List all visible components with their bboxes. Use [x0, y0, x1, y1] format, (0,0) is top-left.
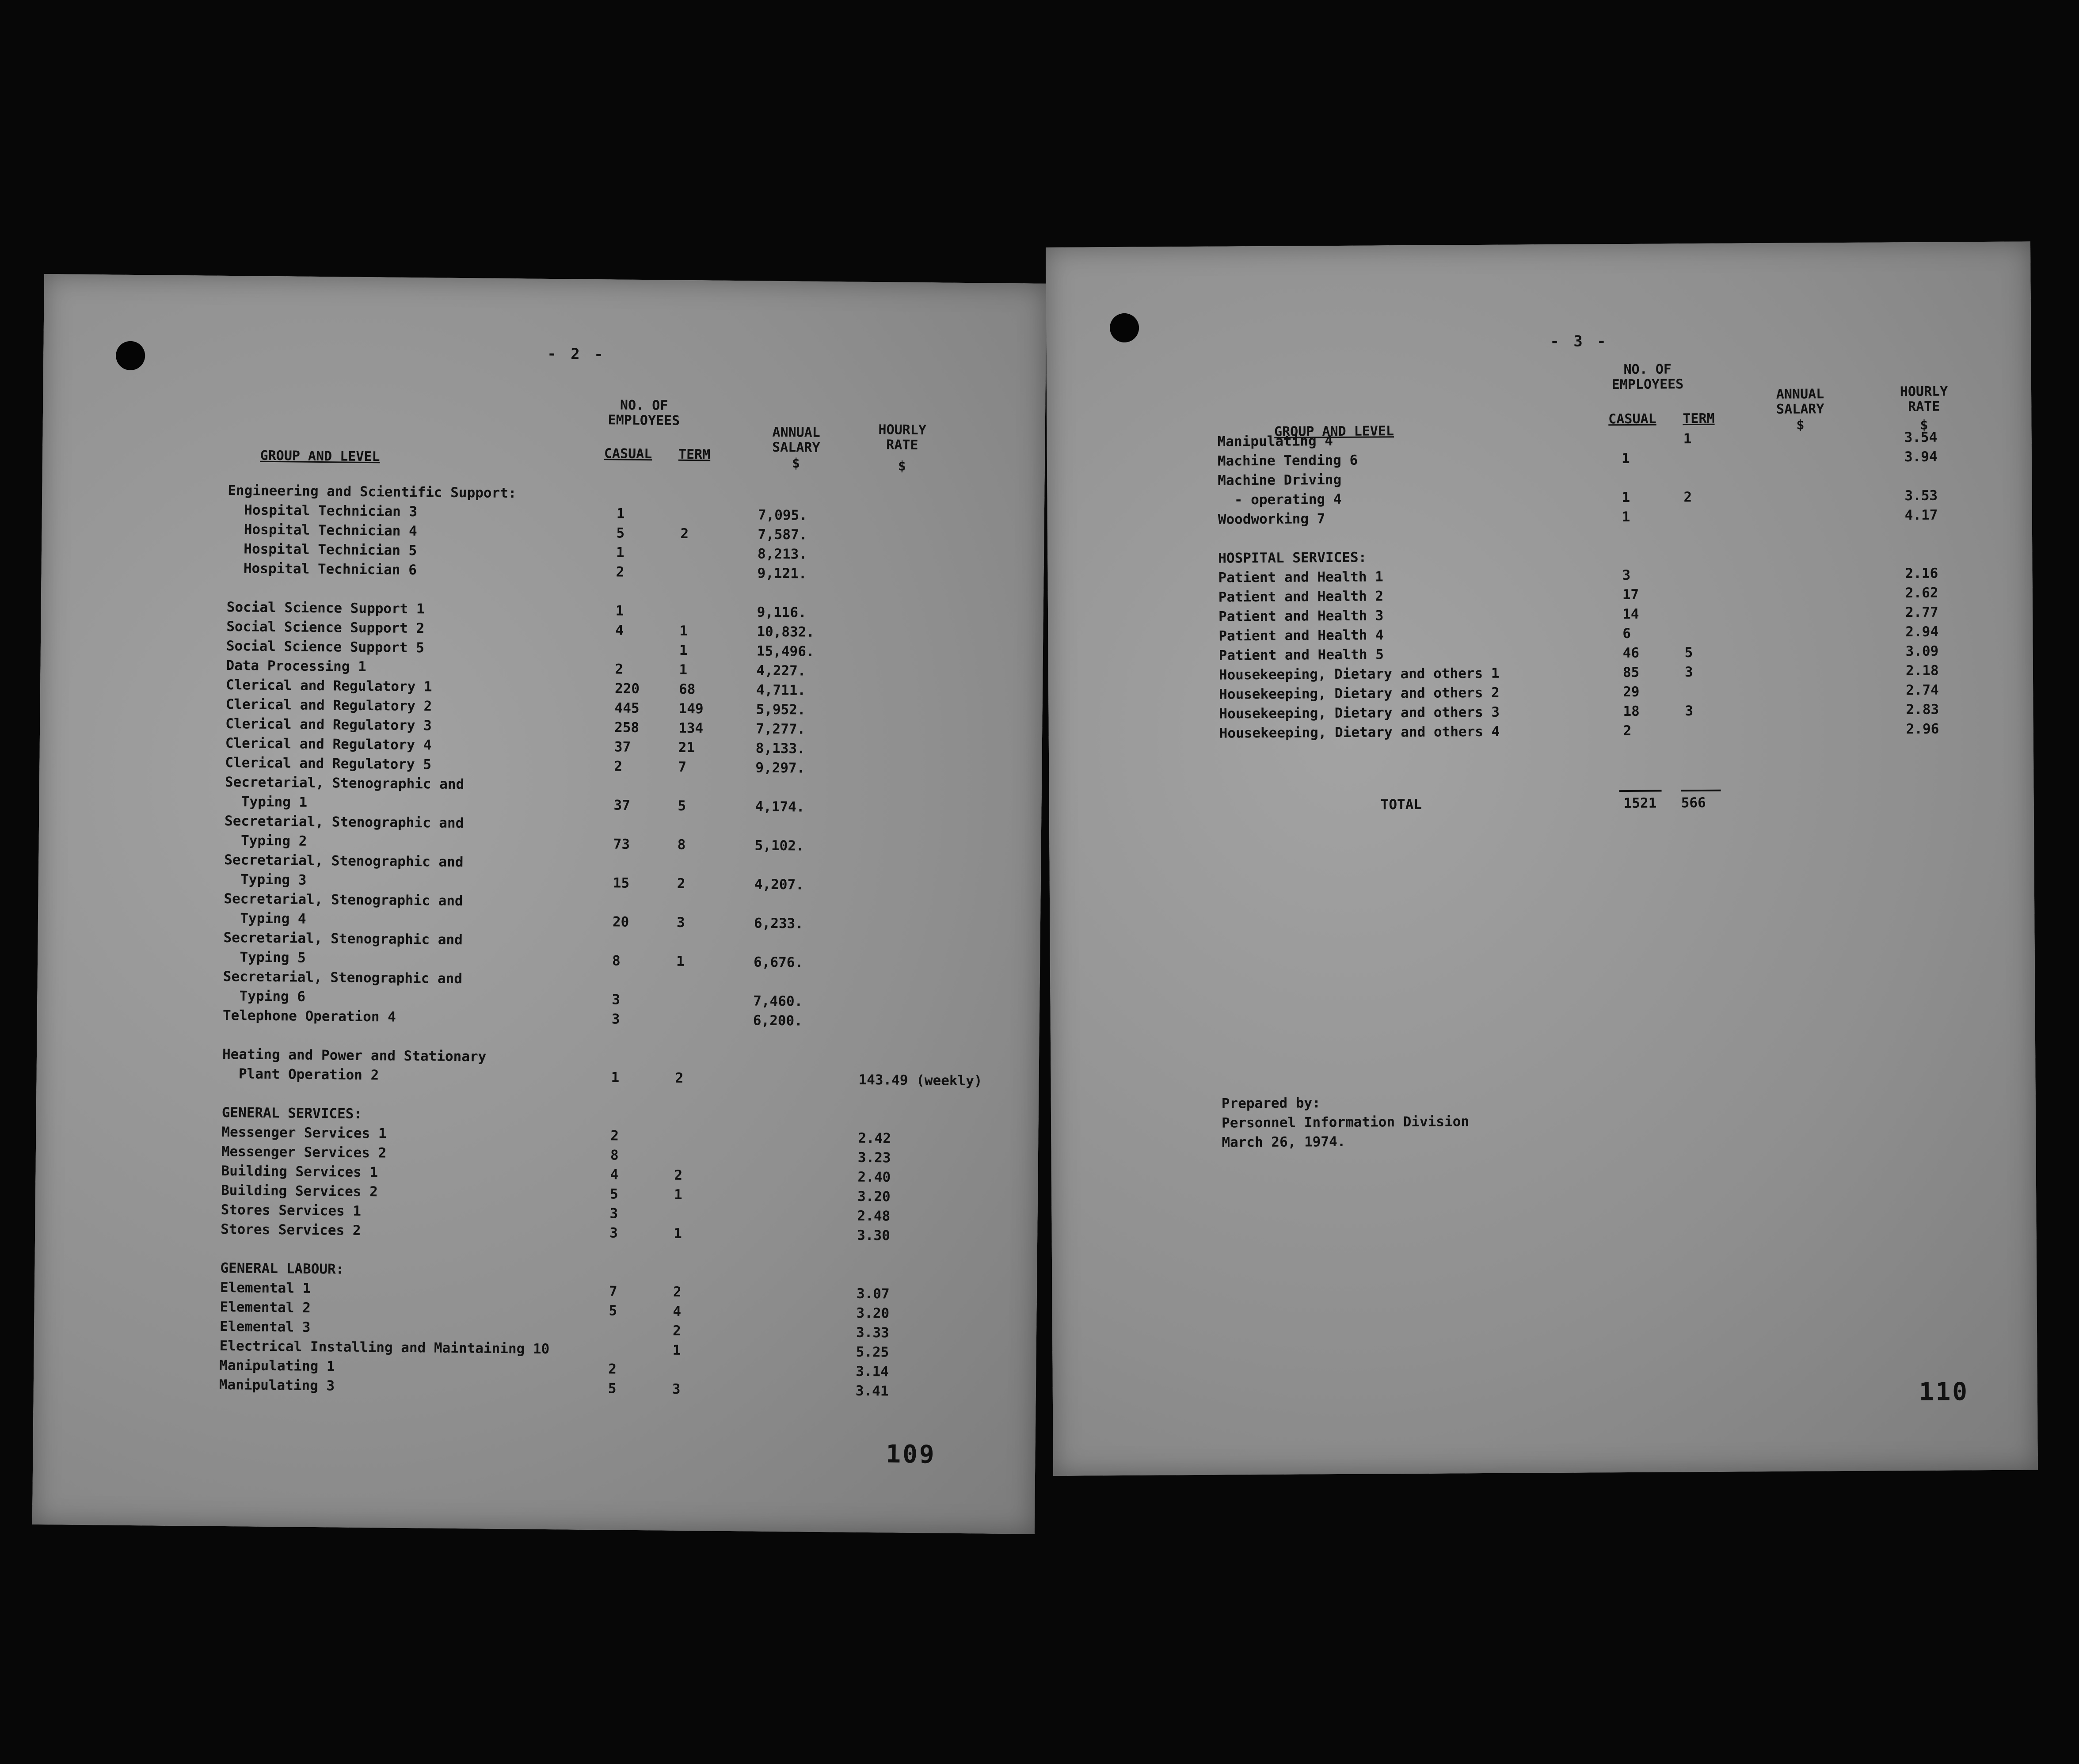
row-group-level: Hospital Technician 5 [227, 541, 417, 559]
row-annual-salary: 6,200. [753, 1012, 803, 1029]
header-term: TERM [678, 446, 711, 463]
row-casual-count: 2 [610, 1128, 619, 1144]
row-term-count: 2 [675, 1070, 684, 1086]
row-group-level: GENERAL LABOUR: [220, 1260, 344, 1277]
row-hourly-rate: 2.94 [1905, 623, 1939, 640]
row-term-count: 21 [678, 739, 695, 756]
row-casual-count: 3 [612, 992, 621, 1008]
prepared-by-division: Personnel Information Division [1222, 1114, 1470, 1131]
header-rate-unit: $ [1920, 417, 1928, 433]
row-hourly-rate: 3.33 [856, 1324, 889, 1341]
row-term-count: 2 [673, 1284, 682, 1300]
row-term-count: 1 [679, 642, 688, 659]
row-casual-count: 20 [612, 914, 629, 930]
row-group-level: Clerical and Regulatory 4 [225, 735, 432, 753]
row-annual-salary: 6,676. [753, 954, 803, 971]
row-term-count: 2 [1683, 489, 1692, 506]
row-hourly-rate: 143.49 (weekly) [858, 1072, 982, 1089]
row-casual-count: 5 [609, 1186, 618, 1202]
row-hourly-rate: 5.25 [856, 1344, 889, 1361]
row-group-level: Manipulating 1 [219, 1357, 335, 1375]
row-group-level: Clerical and Regulatory 5 [225, 754, 432, 773]
row-term-count: 1 [1683, 431, 1692, 447]
row-group-level: Social Science Support 1 [226, 599, 425, 617]
row-annual-salary: 7,460. [753, 993, 803, 1010]
row-hourly-rate: 2.40 [857, 1169, 891, 1186]
row-group-level: Typing 6 [223, 988, 306, 1005]
row-hourly-rate: 3.14 [856, 1363, 889, 1380]
row-group-level: Messenger Services 2 [221, 1143, 387, 1161]
row-annual-salary: 4,174. [755, 798, 805, 815]
row-group-level: Building Services 2 [221, 1182, 378, 1200]
row-casual-count: 4 [615, 622, 624, 639]
row-group-level: Typing 3 [224, 871, 307, 888]
row-annual-salary: 9,121. [757, 565, 807, 582]
row-term-count: 68 [678, 681, 696, 698]
total-row [1049, 791, 2034, 817]
row-casual-count: 5 [608, 1380, 617, 1397]
total-label: TOTAL [1380, 796, 1422, 813]
row-casual-count: 258 [614, 719, 640, 736]
row-hourly-rate: 3.54 [1904, 429, 1938, 446]
row-group-level: Hospital Technician 3 [227, 502, 418, 520]
row-group-level: Patient and Health 3 [1218, 608, 1384, 625]
row-casual-count: 29 [1623, 684, 1640, 700]
row-hourly-rate: 3.07 [856, 1285, 890, 1302]
row-hourly-rate: 2.16 [1905, 565, 1938, 582]
header-casual: CASUAL [604, 446, 652, 462]
row-group-level: Social Science Support 5 [226, 638, 425, 656]
row-casual-count: 14 [1622, 606, 1639, 623]
total-rule-casual [1619, 790, 1662, 792]
row-term-count: 3 [1685, 703, 1694, 719]
row-group-level: Clerical and Regulatory 2 [225, 696, 432, 715]
prepared-by-label: Prepared by: [1221, 1095, 1321, 1112]
row-casual-count: 7 [609, 1283, 617, 1300]
row-term-count: 149 [678, 700, 704, 717]
row-casual-count: 2 [608, 1361, 617, 1377]
folio-number: 109 [886, 1440, 936, 1469]
row-annual-salary: 7,277. [756, 721, 806, 738]
header-annual-salary: ANNUAL SALARY [772, 424, 820, 456]
header-casual: CASUAL [1608, 411, 1656, 427]
row-group-level: Manipulating 3 [219, 1376, 335, 1394]
row-hourly-rate: 3.53 [1904, 487, 1938, 504]
row-casual-count: 2 [1623, 722, 1632, 739]
row-group-level: Secretarial, Stenographic and [225, 774, 465, 793]
row-term-count: 134 [678, 720, 704, 737]
total-term: 566 [1681, 795, 1706, 811]
row-term-count: 2 [674, 1167, 683, 1183]
row-group-level: Typing 2 [224, 832, 307, 849]
row-term-count: 1 [674, 1225, 682, 1242]
row-group-level: Machine Driving [1218, 471, 1342, 489]
row-group-level: Patient and Health 4 [1218, 627, 1384, 644]
row-casual-count: 1 [611, 1069, 620, 1086]
row-hourly-rate: 3.20 [856, 1305, 890, 1322]
row-group-level: Secretarial, Stenographic and [223, 929, 463, 948]
row-casual-count: 37 [614, 739, 631, 755]
header-group-and-level: GROUP AND LEVEL [260, 448, 380, 465]
row-casual-count: 6 [1622, 625, 1631, 642]
row-group-level: Secretarial, Stenographic and [223, 968, 463, 987]
row-group-level: Heating and Power and Stationary [222, 1046, 487, 1065]
row-casual-count: 220 [614, 681, 640, 697]
row-annual-salary: 4,227. [756, 662, 806, 679]
row-term-count: 1 [674, 1186, 682, 1203]
header-salary-unit: $ [1796, 417, 1805, 433]
header-term: TERM [1683, 411, 1715, 427]
row-term-count: 1 [676, 953, 685, 969]
header-group-and-level: GROUP AND LEVEL [1274, 423, 1394, 440]
row-hourly-rate: 3.20 [857, 1188, 891, 1205]
row-hourly-rate: 4.17 [1904, 507, 1938, 524]
row-group-level: Engineering and Scientific Support: [228, 483, 517, 502]
total-rule-term [1681, 790, 1721, 792]
total-casual: 1521 [1623, 795, 1657, 812]
row-group-level: Stores Services 1 [221, 1201, 362, 1219]
row-group-level: Typing 1 [225, 793, 308, 810]
row-group-level: Elemental 3 [219, 1318, 311, 1335]
header-no-of-employees: NO. OF EMPLOYEES [608, 397, 680, 429]
row-group-level: Typing 5 [223, 949, 306, 966]
row-casual-count: 3 [1622, 567, 1631, 584]
row-group-level: Secretarial, Stenographic and [224, 813, 464, 832]
row-group-level: Patient and Health 1 [1218, 569, 1383, 586]
row-group-level: Building Services 1 [221, 1163, 378, 1181]
row-casual-count: 3 [609, 1205, 618, 1222]
row-annual-salary: 5,952. [756, 701, 806, 718]
row-annual-salary: 8,213. [757, 546, 807, 563]
row-casual-count: 3 [611, 1011, 620, 1027]
header-salary-unit: $ [792, 456, 800, 471]
row-term-count: 2 [672, 1323, 681, 1339]
row-group-level: Telephone Operation 4 [222, 1007, 396, 1025]
row-casual-count: 73 [613, 836, 630, 852]
row-annual-salary: 10,832. [757, 623, 815, 640]
row-casual-count: 37 [613, 797, 631, 814]
row-group-level: Stores Services 2 [221, 1221, 361, 1239]
row-casual-count: 18 [1623, 703, 1640, 720]
row-group-level: Electrical Installing and Maintaining 10 [219, 1338, 550, 1357]
row-term-count: 1 [679, 662, 688, 678]
row-term-count: 5 [1684, 645, 1693, 661]
row-term-count: 3 [672, 1381, 681, 1397]
row-group-level: Secretarial, Stenographic and [224, 890, 463, 909]
row-casual-count: 2 [616, 564, 624, 580]
row-group-level: Typing 4 [223, 910, 306, 927]
row-term-count: 3 [1684, 664, 1693, 681]
row-group-level: Clerical and Regulatory 3 [225, 715, 432, 734]
row-hourly-rate: 2.74 [1906, 682, 1939, 699]
row-annual-salary: 15,496. [756, 643, 815, 660]
row-group-level: HOSPITAL SERVICES: [1218, 549, 1367, 566]
row-group-level: GENERAL SERVICES: [221, 1104, 362, 1122]
row-annual-salary: 6,233. [754, 915, 804, 932]
row-group-level: Housekeeping, Dietary and others 3 [1219, 704, 1500, 722]
row-annual-salary: 4,711. [756, 682, 806, 699]
punch-hole [1110, 313, 1139, 342]
row-hourly-rate: 3.94 [1904, 449, 1938, 465]
row-annual-salary: 4,207. [754, 876, 804, 893]
header-hourly-rate: HOURLY RATE [878, 422, 927, 453]
row-hourly-rate: 3.23 [857, 1149, 891, 1166]
row-term-count: 7 [678, 759, 687, 775]
document-page-3 [1046, 241, 2038, 1476]
row-term-count: 1 [679, 623, 688, 639]
row-group-level: Clerical and Regulatory 1 [225, 677, 432, 695]
row-term-count: 3 [676, 914, 685, 931]
row-group-level: Patient and Health 2 [1218, 588, 1384, 605]
row-hourly-rate: 2.77 [1905, 604, 1938, 621]
row-hourly-rate: 2.48 [857, 1208, 891, 1224]
row-group-level: Manipulating 4 [1217, 433, 1333, 450]
document-page-2 [32, 274, 1047, 1534]
row-annual-salary: 7,095. [758, 507, 807, 524]
row-hourly-rate: 2.18 [1905, 662, 1939, 679]
row-term-count: 5 [678, 798, 686, 814]
folio-number: 110 [1919, 1377, 1969, 1407]
row-annual-salary: 5,102. [754, 837, 804, 854]
page-marker: - 3 - [1550, 332, 1609, 351]
row-group-level: Secretarial, Stenographic and [224, 852, 464, 871]
row-hourly-rate: 3.09 [1905, 643, 1939, 660]
row-group-level: Hospital Technician 4 [227, 521, 417, 540]
row-casual-count: 15 [613, 875, 630, 891]
row-casual-count: 1 [616, 506, 625, 522]
row-casual-count: 4 [610, 1167, 619, 1183]
row-group-level: Housekeeping, Dietary and others 4 [1219, 723, 1500, 741]
row-casual-count: 8 [610, 1147, 619, 1163]
row-hourly-rate: 2.83 [1906, 701, 1939, 718]
row-casual-count: 46 [1622, 645, 1640, 662]
row-group-level: Social Science Support 2 [226, 618, 425, 637]
row-annual-salary: 7,587. [758, 526, 807, 543]
row-group-level: Elemental 1 [220, 1279, 311, 1296]
row-annual-salary: 9,116. [757, 604, 807, 621]
row-group-level: Woodworking 7 [1218, 511, 1325, 528]
row-casual-count: 1 [1621, 450, 1630, 467]
row-annual-salary: 9,297. [755, 760, 805, 776]
header-annual-salary: ANNUAL SALARY [1776, 386, 1824, 417]
row-casual-count: 445 [614, 700, 640, 716]
row-casual-count: 17 [1622, 586, 1639, 603]
row-term-count: 2 [677, 875, 685, 892]
row-hourly-rate: 2.42 [858, 1130, 891, 1147]
header-no-of-employees: NO. OF EMPLOYEES [1611, 361, 1684, 393]
row-group-level: Machine Tending 6 [1217, 452, 1358, 469]
row-group-level: Plant Operation 2 [222, 1065, 379, 1083]
row-casual-count: 1 [616, 544, 624, 561]
row-group-level: - operating 4 [1218, 491, 1342, 508]
row-term-count: 1 [672, 1342, 681, 1358]
header-rate-unit: $ [898, 458, 906, 474]
row-group-level: Housekeeping, Dietary and others 2 [1219, 684, 1500, 703]
row-casual-count: 1 [615, 603, 624, 619]
row-annual-salary: 8,133. [755, 740, 805, 757]
row-hourly-rate: 2.62 [1905, 585, 1938, 601]
row-hourly-rate: 2.96 [1906, 721, 1939, 738]
row-casual-count: 5 [609, 1303, 617, 1319]
row-term-count: 2 [680, 525, 689, 542]
row-group-level: Housekeeping, Dietary and others 1 [1218, 665, 1500, 683]
row-casual-count: 5 [616, 525, 625, 541]
row-casual-count: 1 [1622, 509, 1630, 525]
row-casual-count: 8 [612, 953, 621, 969]
punch-hole [116, 341, 145, 371]
row-casual-count: 2 [615, 661, 624, 677]
header-hourly-rate: HOURLY RATE [1900, 384, 1948, 415]
row-hourly-rate: 3.41 [855, 1383, 889, 1399]
row-term-count: 8 [677, 836, 686, 853]
row-casual-count: 3 [609, 1225, 618, 1241]
row-hourly-rate: 3.30 [857, 1227, 891, 1244]
row-group-level: Messenger Services 1 [221, 1124, 387, 1142]
row-group-level: Data Processing 1 [226, 657, 366, 675]
row-group-level: Patient and Health 5 [1218, 646, 1384, 664]
row-term-count: 4 [673, 1303, 682, 1319]
prepared-by-date: March 26, 1974. [1222, 1133, 1346, 1151]
page-marker: - 2 - [547, 345, 606, 364]
row-group-level: Hospital Technician 6 [227, 560, 417, 578]
row-group-level: Elemental 2 [220, 1299, 311, 1316]
row-casual-count: 1 [1622, 489, 1630, 506]
row-casual-count: 2 [614, 758, 623, 775]
row-casual-count: 85 [1622, 664, 1640, 681]
